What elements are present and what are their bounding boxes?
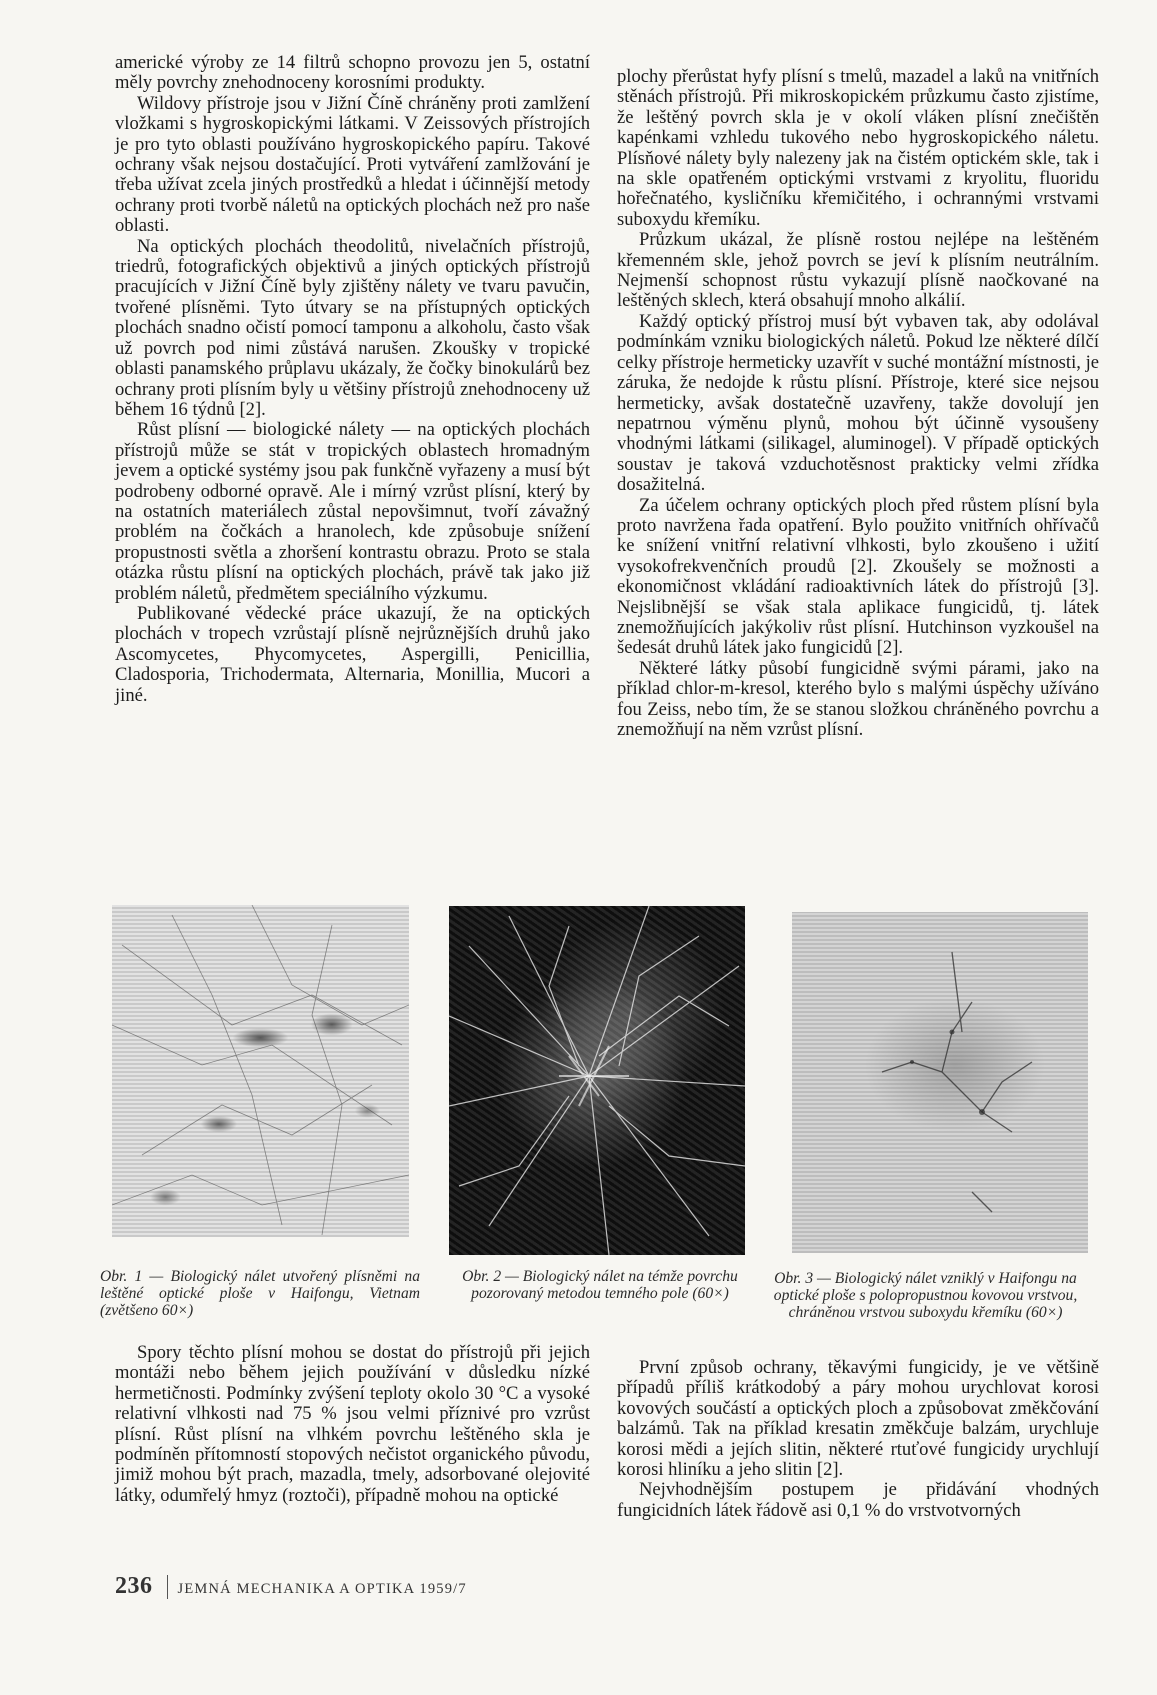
page-footer [115, 1573, 467, 1600]
paragraph: americké výroby ze 14 filtrů schopno provozu jen 5, ostatní měly povrchy znehodnoceny korosními produkty. [115, 52, 590, 94]
paragraph: Wildovy přístroje jsou v Jižní Číně chráněny proti zamlžení vložkami s hygroskopickými látkami. V Zeissových přístrojích je pro tyto oblasti používáno hygroskopického papíru. Takové ochrany však nejsou dostačující. Proti vytváření zamlžování je třeba užívat zcela jiných prostředků a hledat i účinnější metody ochrany proti tvorbě náletů na optických plochách než pro naše oblasti. [115, 92, 590, 237]
column-top-right [617, 67, 1099, 740]
figure-2-photo [449, 906, 745, 1255]
footer-divider [167, 1575, 168, 1599]
column-bottom-right [617, 1358, 1099, 1521]
paragraph: Některé látky působí fungicidně svými párami, jako na příklad chlor-m-kresol, kterého bylo s malými úspěchy užíváno fou Zeiss, nebo tím, že se stanou složkou chráněného povrchu a znemožňují na něm vzrůst plísní. [617, 657, 1099, 740]
figure-1-caption: Obr. 1 — Biologický nálet utvořený plísněmi na leštěné optické ploše v Haifongu, Vietnam (zvětšeno 60×) [100, 1268, 420, 1319]
figure-1-photo [112, 905, 409, 1237]
paragraph: Každý optický přístroj musí být vybaven tak, aby odolával podmínkám vzniku biologických náletů. Pokud lze některé dílčí celky přístroje hermeticky uzavřít v suché montážní místnosti, je záruka, že nedojde k růstu plísní. Přístroje, které sice nejsou hermeticky, avšak dostatečně uzavřeny, takže dovolují jen nepatrnou výměnu plynů, mohou být účinně vysoušeny vhodnými látkami (silikagel, aluminogel). V případě optických soustav je taková vzduchotěsnost prakticky velmi zřídka dosažitelná. [617, 310, 1099, 496]
column-bottom-left [115, 1343, 590, 1506]
figure-3-photo [792, 912, 1088, 1253]
paragraph: plochy přerůstat hyfy plísní s tmelů, mazadel a laků na vnitřních stěnách přístrojů. Při mikroskopickém průzkumu často zjistíme, že leštěný povrch skla je v okolí vláken plísní znečištěn kapénkami vzhledu tukového nebo hygroskopického náletu. Plísňové nálety byly nalezeny jak na čistém optickém skle, tak i na skle opatřeném optickými vrstvami z kryolitu, fluoridu hořečnatého, kysličníku křemičitého, i ochrannými vrstvami suboxydu křemíku. [617, 66, 1099, 230]
page-number: 236 [115, 1573, 153, 1599]
figure-2-caption: Obr. 2 — Biologický nálet na témže povrchu pozorovaný metodou temného pole (60×) [462, 1268, 738, 1302]
paragraph: Na optických plochách theodolitů, nivelačních přístrojů, triedrů, fotografických objektivů a jiných optických přístrojů pracujících v Jižní Číně byly zjištěny nálety ve tvaru pavučin, tvořené plísněmi. Tyto útvary se na přístupných optických plochách snadno očistí pomocí tamponu a alkoholu, často však už povrch pod nimi zůstává narušen. Zkoušky v tropické oblasti panamského průplavu ukázaly, že čočky binokulárů bez ochrany proti plísním byly u většiny přístrojů znehodnoceny už během 16 týdnů [2]. [115, 235, 590, 420]
column-top-left [115, 53, 590, 706]
paragraph: Nejvhodnějším postupem je přidávání vhodných fungicidních látek řádově asi 0,1 % do vrstvotvorných [617, 1479, 1099, 1521]
paragraph: Za účelem ochrany optických ploch před růstem plísní byla proto navržena řada opatření. Bylo použito vnitřních ohřívačů ke snížení vnitřní relativní vlhkosti, bylo zkoušeno i užití vysokofrekvenčních proudů [2]. Zkoušely se možnosti a ekonomičnost vkládání radioaktivních látek do přístrojů [3]. Nejslibnější se však stala aplikace fungicidů, tj. látek znemožňujících jakýkoliv růst plísní. Hutchinson vyzkoušel na šedesát druhů látek jako fungicidů [2]. [617, 494, 1099, 659]
paragraph: První způsob ochrany, těkavými fungicidy, je ve většině případů příliš krátkodobý a páry mohou urychlovat korosi kovových součástí a optických ploch a způsobovat změkčování balzámů. Tak na příklad kresatin změkčuje balzám, urychluje korosi mědi a jejích slitin, některé rtuťové fungicidy urychlují korosi hliníku a jeho slitin [2]. [617, 1357, 1099, 1481]
paragraph: Průzkum ukázal, že plísně rostou nejlépe na leštěném křemenném skle, jehož povrch se jeví k plísním neutrálním. Nejmenší schopnost růstu vykazují plísně naočkované na leštěných sklech, která obsahují mnoho alkálií. [617, 229, 1099, 312]
paragraph: Publikované vědecké práce ukazují, že na optických plochách v tropech vzrůstají plísně nejrůznějších druhů jako Ascomycetes, Phycomycetes, Aspergilli, Penicillia, Cladosporia, Trichodermata, Alternaria, Monillia, Mucori a jiné. [115, 602, 590, 706]
paragraph: Růst plísní — biologické nálety — na optických plochách přístrojů může se stát v tropických oblastech hromadným jevem a optické systémy jsou pak funkčně vyřazeny a musí být podrobeny odborné opravě. Ale i mírný vzrůst plísní, který by na ostatních materiálech zůstal nepovšimnut, tvoří závažný problém na čočkách a hranolech, kde způsobuje snížení propustnosti světla a zhoršení kontrastu obrazu. Proto se stala otázka růstu plísní na optických plochách, právě tak jako již problém náletů, předmětem speciálního výzkumu. [115, 419, 590, 604]
journal-title: JEMNÁ MECHANIKA A OPTIKA 1959/7 [177, 1581, 467, 1597]
paragraph: Spory těchto plísní mohou se dostat do přístrojů při jejich montáži nebo během jejich používání v důsledku nízké hermetičnosti. Podmínky zvýšení teploty okolo 30 °C a vysoké relativní vlhkosti nad 75 % jsou velmi příznivé pro vzrůst plísní. Růst plísní na vlhkém povrchu leštěného skla je podmíněn přítomností stopových nečistot organického původu, jimiž mohou být prach, mazadla, tmely, adsorbované olejovité látky, odumřelý hmyz (roztoči), případně mohou na optické [115, 1342, 590, 1506]
figure-3-caption: Obr. 3 — Biologický nálet vzniklý v Haifongu na optické ploše s polopropustnou kovovou vrstvou, chráněnou vrstvou suboxydu křemíku (60×) [773, 1270, 1078, 1321]
